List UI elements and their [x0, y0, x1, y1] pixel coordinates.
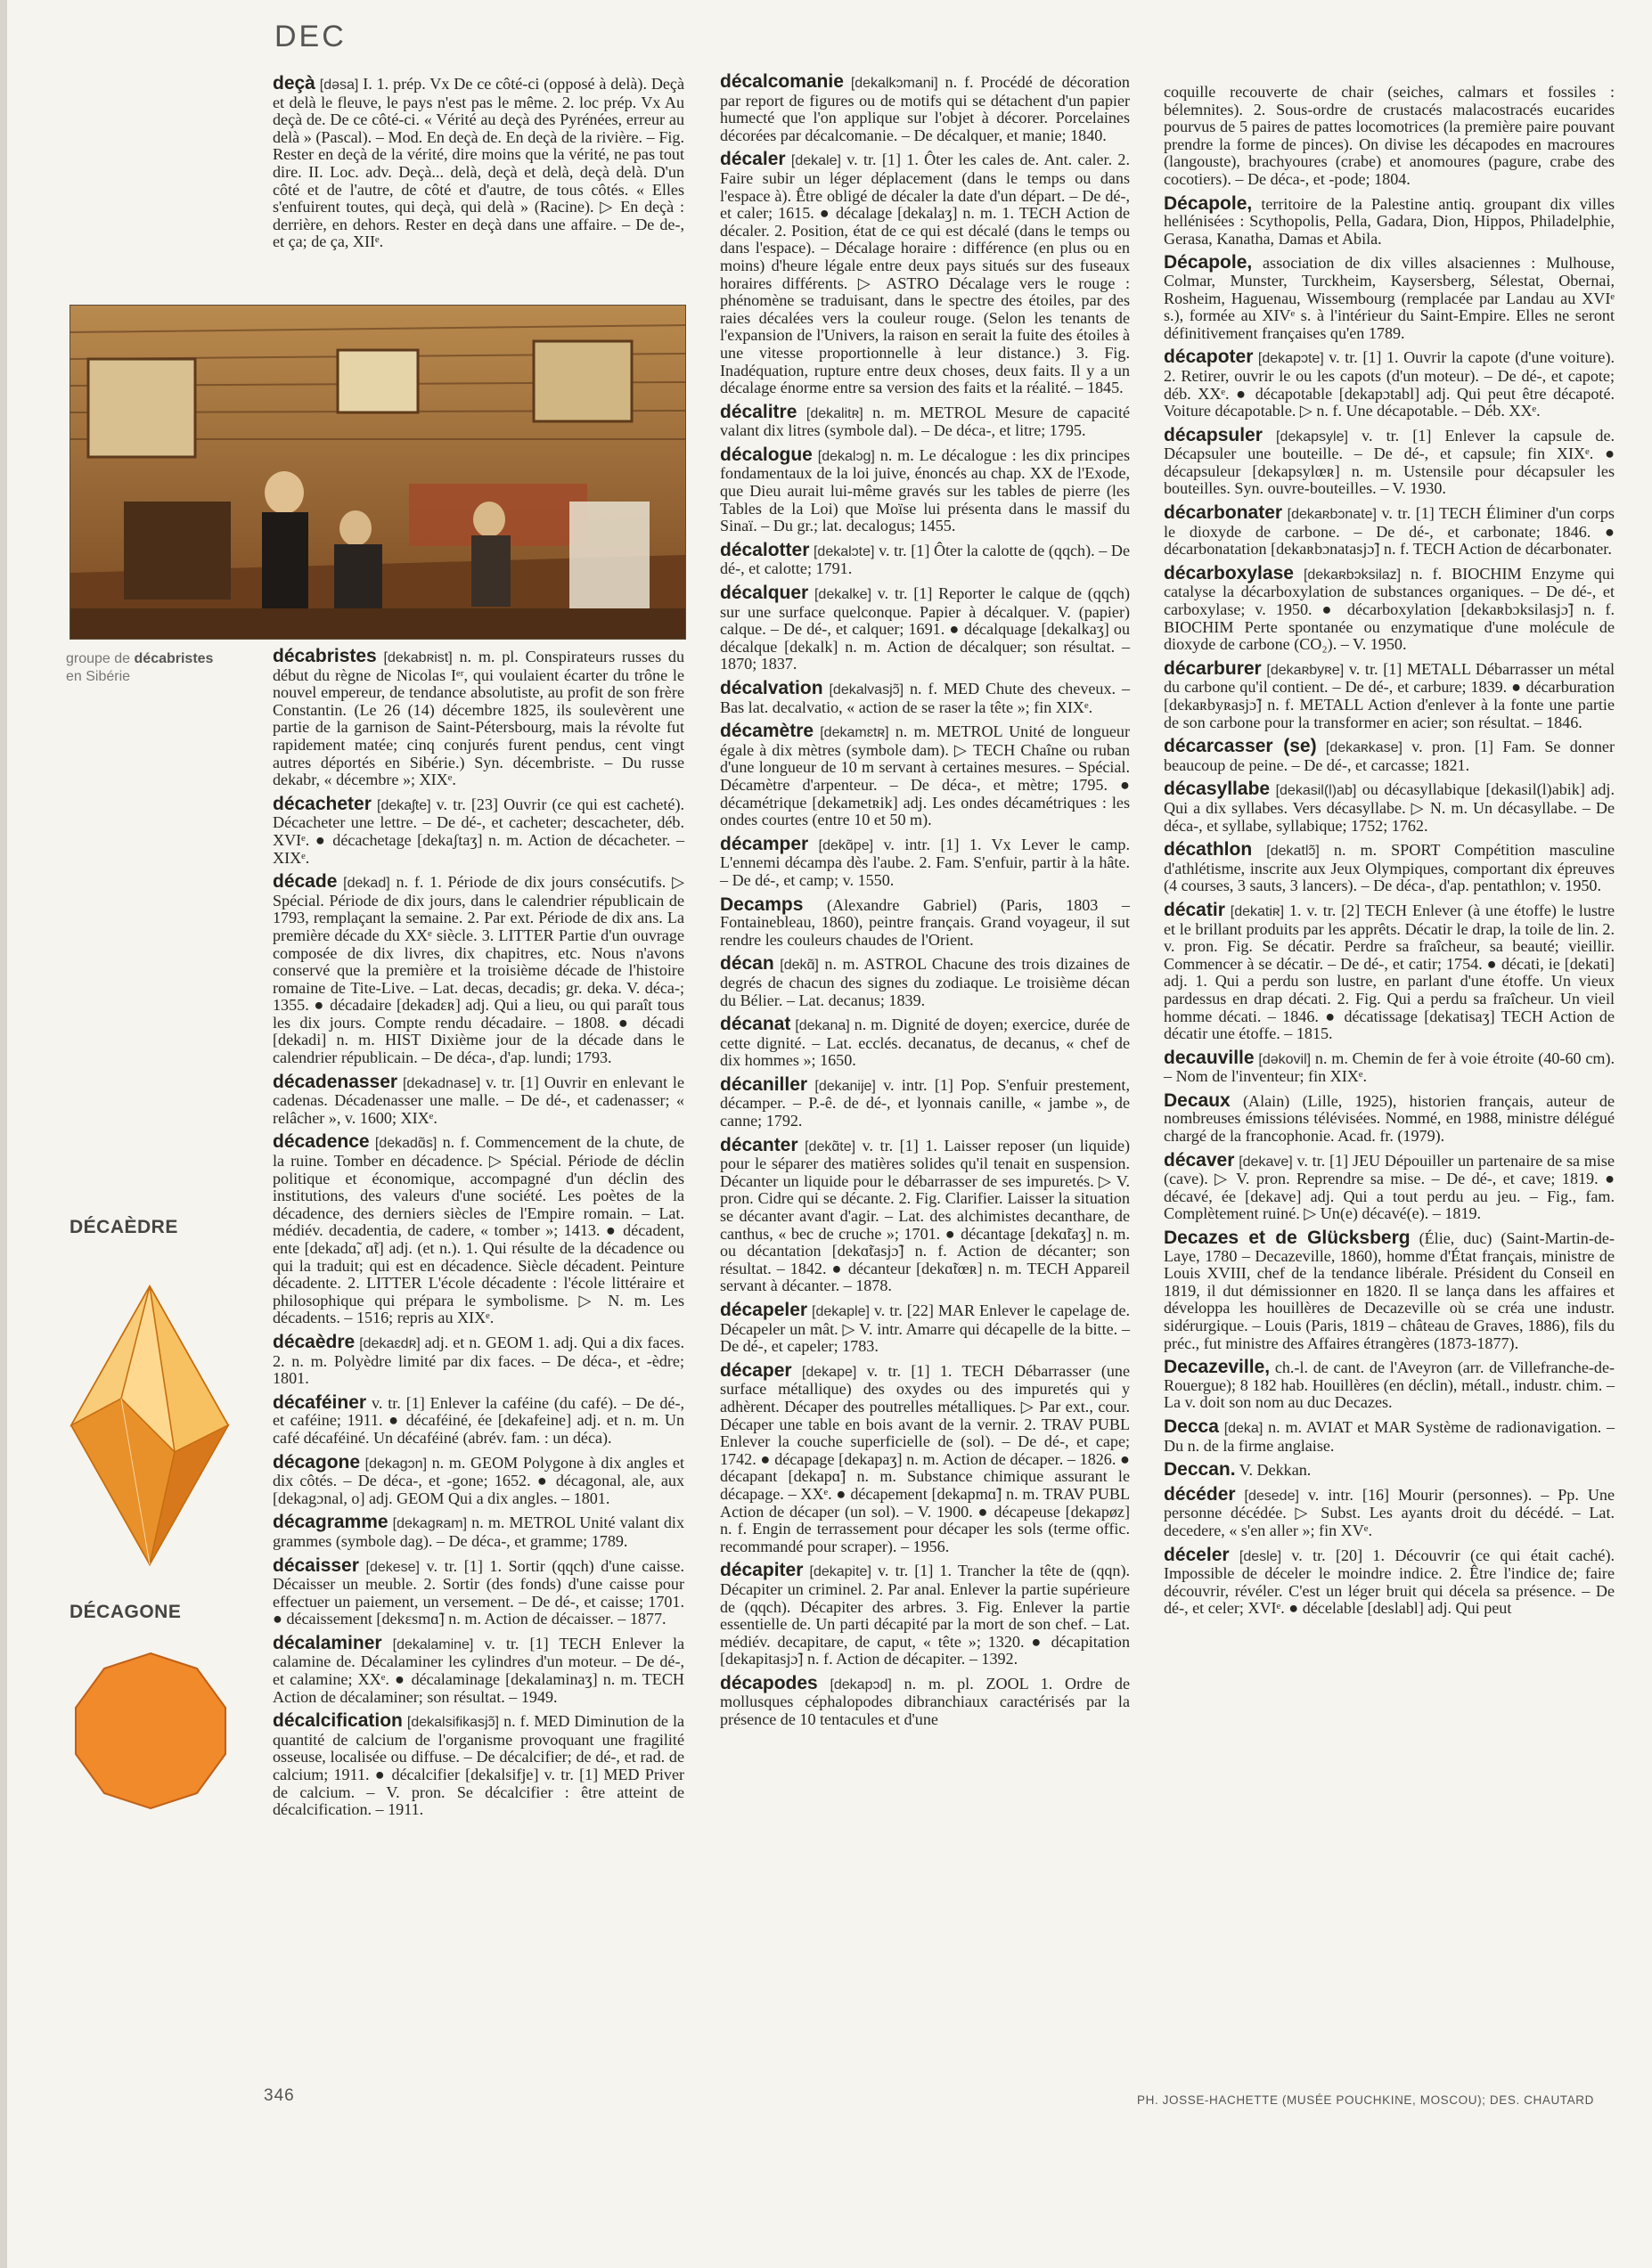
photo-credits: PH. JOSSE-HACHETTE (MUSÉE POUCHKINE, MOSCOU); DES. CHAUTARD: [1137, 2093, 1594, 2107]
entry-definition: ch.-l. de cant. de l'Aveyron (arr. de Villefranche-de-Rouergue); 8 182 hab. Houillères (en déclin), métall., industr. chim. – La v. doit son nom au duc Decazes.: [1164, 1358, 1615, 1412]
entry-pronunciation: [dekadɑ̃s]: [374, 1136, 438, 1152]
dictionary-entry: [1164, 1089, 1615, 1146]
page-edge: [0, 0, 7, 2268]
entry-headword: décaféiner: [273, 1391, 367, 1413]
dictionary-entry: [720, 893, 1130, 950]
entry-pronunciation: [dekapsyle]: [1276, 428, 1348, 445]
entry-pronunciation: [dekɑ̃]: [780, 958, 819, 974]
column-1-top: [273, 75, 684, 257]
entry-pronunciation: [dekagʀam]: [392, 1516, 468, 1532]
entry-definition: v. tr. [1] 1. TECH Débarrasser (une surface métallique) des oxydes ou des impuretés qui y adhèrent. Décaper des poutrelles métalliques. ▷ Par ext., cour. Décaper une table en bois avant de la vernir. 2. TRAV PUBL Enlever la couche superficielle de (sol). – De dé-, et cape; 1742. ● décapage [dekapaʒ] n. m. Action de décaper. – 1826. ● décapant [dekapɑ̃] n. m. Substance chimique assurant le décapage. – XXᵉ. ● décapement [dekapmɑ̃] n. m. TRAV PUBL Action de décaper (un sol). – V. 1900. ● décapeuse [dekapøz] n. f. Engin de terrassement pour décaper les sols (terme offic. recommandé pour scraper). – 1956.: [720, 1361, 1130, 1555]
entry-pronunciation: [dekatlɔ̃]: [1266, 844, 1320, 860]
dictionary-entry: [273, 1133, 684, 1327]
entry-pronunciation: [dekaʀbɔksilaz]: [1303, 567, 1402, 583]
entry-headword: décaèdre: [273, 1331, 356, 1352]
entry-headword: décade: [273, 871, 338, 893]
entry-pronunciation: [dekalke]: [814, 587, 872, 603]
entry-headword: décacheter: [273, 793, 372, 814]
entry-headword: Decazes et de Glücksberg: [1164, 1228, 1411, 1249]
entry-pronunciation: [dekɑ̃pe]: [818, 837, 874, 853]
dictionary-entry: [273, 1331, 684, 1388]
entry-pronunciation: [dekalvasjɔ̃]: [829, 682, 904, 698]
entry-definition: coquille recouverte de chair (seiches, calmars et fossiles : bélemnites). 2. Sous-ordre de crustacés malacostracés eucarides pourvus de 5 paires de pattes locomotrices (la première paire pouvant prendre la forme de pinces). On divise les décapodes en macroures (langouste), brachyoures (crabe) et anomoures (pagure, crabe des cocotiers). – De déca-, et -pode; 1804.: [1164, 83, 1615, 188]
entry-definition: v. tr. [1] Enlever la caféine (du café). – De dé-, et caféine; 1911. ● décaféiné, ée [dekafeine] adj. et n. m. Un café décaféiné. Un décaféiné (abrév. fam. : un déca).: [273, 1393, 684, 1447]
entry-pronunciation: [dekatiʀ]: [1230, 903, 1285, 919]
entry-definition: n. m. Le décalogue : les dix principes fondamentaux de la loi juive, énoncés au chap. XX de l'Exode, que Dieu aurait lui-même gravés sur les tables de pierre (les Tables de la Loi) que Moïse lui présenta dans le massif du Sinaï. – Du gr.; lat. decalogus; 1455.: [720, 445, 1131, 535]
entry-headword: décarboxylase: [1164, 562, 1294, 583]
entry-headword: décapoter: [1164, 347, 1254, 368]
running-header: DEC: [274, 20, 347, 53]
entry-pronunciation: [dekapɔd]: [830, 1677, 892, 1693]
entry-definition: (Alain) (Lille, 1925), historien français, auteur de nombreuses émissions télévisées. Nommé, en 1988, ministre délégué chargé de la francophonie. Acad. fr. (1979).: [1164, 1091, 1615, 1146]
entry-definition: n. f. 1. Période de dix jours consécutifs. ▷ Spécial. Période de dix jours, dans le calendrier républicain de 1793, remplaçant la semaine. 2. Par ext. Période de dix ans. La première décade du XXᵉ siècle. 3. LITTER Partie d'un ouvrage composée de dix livres, dix chapitres, etc. Nous n'avons conservé que la première et la troisième décade de l'histoire romaine de Tite-Live. – Lat. decas, decadis; gr. deka. V. déca-; 1355. ● décadaire [dekadɛʀ] adj. Qui a lieu, ou qui paraît tous les dix jours. Compte rendu décadaire. – 1808. ● décadi [dekadi] n. m. HIST Dixième jour de la décade dans le calendrier républicain. – De déca-, d'ap. lundi; 1793.: [273, 873, 684, 1067]
dictionary-entry: [720, 151, 1130, 396]
entry-definition: n. m. Dignité de doyen; exercice, durée de cette dignité. – Lat. ecclés. decanatus, de decanus, « chef de dix hommes »; 1650.: [720, 1016, 1130, 1070]
decaedre-figure: [68, 1283, 232, 1568]
entry-headword: Decazeville,: [1164, 1357, 1271, 1378]
entry-definition: v. tr. [1] 1. Laisser reposer (un liquide) pour le séparer des matières solides qu'il tenait en suspension. Décanter un liquide pour le débarrasser de ses impuretés. ▷ V. pron. Cidre qui se décante. 2. Fig. Clarifier. Laisser la situation se décanter avant d'agir. – Lat. des alchimistes decanthare, de canthus, « bec de cruche »; 1701. ● décantage [dekɑ̃taʒ] n. m. ou décantation [dekɑ̃tasjɔ̃] n. f. Action de décanter; son résultat. – 1842. ● décanteur [dekɑ̃tœʀ] n. m. TECH Appareil servant à décanter. – 1878.: [720, 1136, 1131, 1295]
dictionary-entry: [273, 648, 684, 789]
decagone-figure-label: DÉCAGONE: [70, 1602, 182, 1622]
dictionary-entry: [1164, 657, 1615, 731]
entry-pronunciation: [dekape]: [801, 1364, 857, 1380]
dictionary-entry: [720, 539, 1130, 578]
entry-definition: n. m. METROL Unité de longueur égale à dix mètres (symbole dam). ▷ TECH Chaîne ou ruban d'une longueur de 10 m servant à certaines mesures. – Spécial. Décamètre d'arpenteur. – De déca-, et mètre; 1795. ● décamétrique [dekametʀik] adj. Les ondes décamétriques : les ondes courtes (entre 10 et 50 m).: [720, 722, 1130, 829]
dictionary-entry: [1164, 780, 1615, 835]
entry-pronunciation: [dekave]: [1239, 1154, 1293, 1170]
entry-definition: n. f. Procédé de décoration par report de figures ou de motifs qui se détachent d'un papier humecté que l'on applique sur l'objet à décorer. Porcelaines décorées par décalcomanie. – De décalquer, et manie; 1840.: [720, 73, 1130, 144]
entry-headword: décathlon: [1164, 839, 1253, 861]
dictionary-entry: [720, 1073, 1130, 1130]
dictionary-entry: [720, 1134, 1131, 1295]
entry-definition: v. tr. [1] Ôter la calotte de (qqch). – De dé-, et calotte; 1791.: [720, 541, 1130, 578]
entry-definition: territoire de la Palestine antiq. groupant dix villes hellénisées : Scythopolis, Pella, Gadara, Dion, Hippos, Philadelphie, Gerasa, Kanatha, Damas et Abila.: [1164, 194, 1615, 248]
dictionary-entry: [1164, 1049, 1615, 1086]
entry-definition: v. tr. [1] TECH Enlever la calamine de. Décalaminer les cylindres d'un moteur. – De dé-, et calamine; XXᵉ. ● décalaminage [dekalaminaʒ] n. m. TECH Action de décalaminer; son résultat. – 1949.: [273, 1634, 684, 1706]
entry-headword: décarbonater: [1164, 502, 1283, 524]
dictionary-entry: [720, 1672, 1130, 1729]
entry-pronunciation: [dəkovil]: [1258, 1051, 1312, 1067]
entry-definition: v. tr. [20] 1. Découvrir (ce qui était caché). Impossible de déceler le moindre indice. 2. Être l'indice de; faire découvrir, révéler. C'est un léger bruit qui décela sa présence. – De dé-, et celer; XVIᵉ. ● décelable [deslabl] adj. Qui peut: [1164, 1546, 1615, 1618]
entry-definition: (Élie, duc) (Saint-Martin-de-Laye, 1780 – Decazeville, 1860), homme d'État français, ministre de Louis XVIII, chef de la tendance libérale. Président du Conseil en 1819, il dut démissionner en 1820. Il se lança dans les affaires et développa les houillères de Decazeville où se créa une industr. sidérurgique. – Louis (Paris, 1819 – château de Graves, 1886), fils du préc., fut ministre des Affaires étrangères (1873-1877).: [1164, 1229, 1615, 1352]
entry-headword: deçà: [273, 73, 315, 94]
dictionary-entry: [273, 1073, 684, 1128]
entry-pronunciation: [dekalɔte]: [813, 543, 875, 559]
dictionary-entry: [1164, 1415, 1615, 1455]
entry-pronunciation: [dekale]: [790, 153, 841, 169]
entry-definition: v. intr. [16] Mourir (personnes). – Pp. Une personne décédée. ▷ Subst. Les ayants droit du décédé. – Lat. decedere, « s'en aller »; fin XVᵉ.: [1164, 1485, 1615, 1539]
dictionary-entry: [1164, 1229, 1615, 1352]
illustration-caption: groupe de décabristes en Sibérie: [66, 651, 214, 684]
entry-definition: v. tr. [1] JEU Dépouiller un partenaire de sa mise (cave). ▷ V. pron. Reprendre sa mise. – De dé-, et cave; 1819. ● décavé, ée [dekave] adj. Qui a tout perdu au jeu. – Fig., fam. Complètement ruiné. ▷ Un(e) décavé(e). – 1819.: [1164, 1151, 1615, 1223]
entry-definition: v. tr. [1] 1. Ouvrir la capote (d'une voiture). 2. Retirer, ouvrir le ou les capots (d'un moteur). – De dé-, et capote; déb. XXᵉ. ● décapotable [dekapɔtabl] adj. Qui peut être décapoté. Voiture décapotable. ▷ n. f. Une décapotable. – Déb. XXᵉ.: [1164, 348, 1615, 420]
decabristes-illustration: [70, 305, 686, 640]
entry-definition: n. m. ASTROL Chacune des trois dizaines de degrés de chacun des signes du zodiaque. Le troisième décan du Bélier. – Lat. decanus; 1839.: [720, 955, 1130, 1009]
dictionary-entry: [273, 1712, 684, 1819]
column-1-bottom: [273, 648, 684, 1825]
entry-headword: décatir: [1164, 899, 1225, 920]
entry-pronunciation: [dekaʀkase]: [1325, 740, 1403, 756]
entry-headword: décamètre: [720, 721, 814, 742]
entry-headword: Decamps: [720, 893, 804, 915]
page-number: 346: [264, 2086, 295, 2105]
entry-definition: n. f. Commencement de la chute, de la ruine. Tomber en décadence. ▷ Spécial. Période de déclin politique et économique, accompagné d'un déclin des institutions, des valeurs d'une société. Les poètes de la décadence, des derniers siècles de l'Empire romain. – Lat. médiév. decadentia, de cadere, « tomber »; 1413. ● décadent, ente [dekadɑ̃, ɑ̃t] adj. (et n.). 1. Qui résulte de la décadence ou qui la traduit; qui est en décadence. Siècle décadent. Peinture décadente. 2. LITTER L'école décadente : l'école littéraire et philosophique qui prépara le symbolisme. ▷ N. m. Les décadents. – 1516; repris au XIXᵉ.: [273, 1133, 685, 1327]
entry-definition: v. tr. [1] Ouvrir en enlevant le cadenas. Décadenasser une malle. – De dé-, et cadenasser; « relâcher », v. 1600; XIXᵉ.: [273, 1073, 684, 1127]
entry-headword: décarburer: [1164, 657, 1262, 679]
entry-definition: n. m. SPORT Compétition masculine d'athlétisme, inscrite aux Jeux Olympiques, comportant dix épreuves (4 courses, 3 sauts, 3 lancers). – De déca-, d'ap. pentathlon; v. 1950.: [1164, 841, 1615, 895]
entry-headword: décanat: [720, 1014, 791, 1035]
entry-pronunciation: [dekalamine]: [392, 1636, 474, 1652]
entry-definition: n. f. MED Diminution de la quantité de calcium de l'organisme provoquant une fragilité osseuse, localisée ou diffuse. – De décalcifier; de dé-, et rad. de calcium; 1911. ● décalcifier [dekalsifje] v. tr. [1] MED Priver de calcium. – V. pron. Se décalcifier : être atteint de décalcification. – 1911.: [273, 1712, 685, 1819]
dictionary-entry: [720, 446, 1130, 535]
entry-definition: n. f. BIOCHIM Enzyme qui catalyse la décarboxylation de substances organiques. – De dé-, et carboxylase; v. 1950. ● décarboxylation [dekaʀbɔksilasjɔ̃] n. f. BIOCHIM Perte spontanée ou enzymatique d'une molécule de dioxyde de carbone (CO₂). – V. 1950.: [1164, 564, 1615, 654]
entry-pronunciation: [dekanije]: [814, 1078, 876, 1094]
column-2: [720, 73, 1130, 1735]
dictionary-entry: [720, 584, 1130, 673]
entry-pronunciation: [dekapite]: [809, 1564, 871, 1580]
entry-pronunciation: [dekalitʀ]: [806, 405, 863, 421]
dictionary-entry: [1164, 348, 1615, 420]
entry-pronunciation: [dekaʃte]: [377, 797, 431, 813]
entry-headword: décarcasser (se): [1164, 736, 1317, 757]
entry-headword: décaniller: [720, 1073, 808, 1095]
entry-pronunciation: [dekɑ̃te]: [805, 1138, 856, 1154]
dictionary-entry: [1164, 192, 1615, 249]
entry-headword: décalitre: [720, 401, 797, 422]
entry-definition: (Alexandre Gabriel) (Paris, 1803 – Fontainebleau, 1860), peintre français. Grand voyageur, il sut rendre les couleurs chaudes de l'Orient.: [720, 895, 1130, 949]
entry-pronunciation: [dekalɔg]: [817, 448, 875, 464]
entry-definition: I. 1. prép. Vx De ce côté-ci (opposé à delà). Deçà et delà le fleuve, le pays n'est pas le même. 2. loc prép. Vx Au deçà de. De ce côté-ci. « Vérité au deçà des Pyrénées, erreur au delà » (Pascal). – Mod. En deçà de. En deçà de la rivière. – Fig. Rester en deçà de la vérité, dire moins que la vérité, ne pas tout dire. II. Loc. adv. Deçà... delà, deçà et delà, deçà delà. D'un côté et de l'autre, de côté et d'autre, de tous côtés. « Elles s'enfuirent toutes, qui deçà, qui delà » (Racine). ▷ En deçà : derrière, en dehors. Rester en deçà dans une affaire. – De de-, et ça; de ça, XIIᵉ.: [273, 75, 684, 251]
entry-pronunciation: [dekaʀbɔnate]: [1287, 507, 1377, 523]
dictionary-entry: [720, 1301, 1130, 1356]
dictionary-entry: [273, 1554, 684, 1628]
entry-headword: décapsuler: [1164, 424, 1263, 445]
entry-pronunciation: [dekad]: [343, 876, 390, 892]
entry-headword: décalotter: [720, 539, 810, 560]
dictionary-entry: [273, 873, 684, 1067]
dictionary-entry: [720, 401, 1131, 440]
column-3: [1164, 84, 1615, 1624]
dictionary-entry: [273, 795, 684, 867]
dictionary-entry: [1164, 254, 1615, 342]
entry-pronunciation: [dekalsifikasjɔ̃]: [406, 1715, 500, 1731]
entry-pronunciation: [dekapɔte]: [1257, 351, 1324, 367]
entry-pronunciation: [desle]: [1239, 1548, 1282, 1564]
dictionary-entry: [720, 722, 1130, 829]
dictionary-entry: [1164, 1149, 1615, 1223]
entry-definition: 1. v. tr. [2] TECH Enlever (à une étoffe) le lustre et le brillant produits par les apprêts. Décatir le drap, la toile de lin. 2. v. pron. Fig. Se décatir. Perdre sa fraîcheur, sa beauté; vieillir. Commencer à se décatir. – De dé-, et catir; 1754. ● décati, ie [dekati] adj. 1. Qui a perdu son lustre, en parlant d'une étoffe. Un vieux pardessus en drap décati. 2. Fig. Qui a perdu sa fraîcheur. Un vieil homme décati. – 1846. ● décatissage [dekatisaʒ] TECH Action de décatir une étoffe. – 1815.: [1164, 901, 1615, 1043]
decagone-figure: [70, 1650, 232, 1812]
entry-pronunciation: [dekaɛdʀ]: [359, 1335, 421, 1351]
entry-headword: Deccan.: [1164, 1459, 1236, 1481]
entry-definition: v. tr. [1] METALL Débarrasser un métal du carbone qu'il contient. – De dé-, et carbure; 1839. ● décarburation [dekaʀbyʀasjɔ̃] n. f. METALL Action d'enlever à la fonte une partie de son carbone pour la transformer en acier; son résultat. – 1846.: [1164, 659, 1615, 731]
dictionary-entry: [273, 75, 684, 251]
entry-definition: v. pron. [1] Fam. Se donner beaucoup de peine. – De dé-, et carcasse; 1821.: [1164, 738, 1615, 774]
entry-pronunciation: [dekaple]: [812, 1304, 870, 1319]
entry-definition: V. Dekkan.: [1239, 1461, 1312, 1480]
entry-pronunciation: [dekalkɔmani]: [850, 76, 938, 91]
dictionary-entry: [1164, 901, 1615, 1043]
entry-headword: décaver: [1164, 1149, 1235, 1171]
dictionary-entry: [720, 73, 1130, 144]
dictionary-entry: [1164, 1461, 1615, 1480]
entry-headword: décalcification: [273, 1710, 403, 1732]
entry-headword: Décapole,: [1164, 192, 1253, 214]
entry-headword: décalquer: [720, 583, 809, 604]
entry-definition: n. m. AVIAT et MAR Système de radionavigation. – Du n. de la firme anglaise.: [1164, 1417, 1615, 1455]
entry-definition: adj. et n. GEOM 1. adj. Qui a dix faces. 2. n. m. Polyèdre limité par dix faces. – De déca-, et -èdre; 1801.: [273, 1333, 684, 1388]
entry-definition: v. tr. [1] Enlever la capsule de. Décapsuler une bouteille. – De dé-, et capsule; fin XIXᵉ. ● décapsuleur [dekapsylœʀ] n. m. Ustensile pour décapsuler les bouteilles. Syn. ouvre-bouteilles. – V. 1930.: [1164, 426, 1615, 498]
dictionary-entry: [1164, 424, 1615, 498]
entry-pronunciation: [dekagɔn]: [364, 1456, 428, 1472]
entry-pronunciation: [desede]: [1244, 1488, 1299, 1504]
entry-pronunciation: [dekabʀist]: [383, 650, 453, 665]
entry-pronunciation: [dəsa]: [319, 78, 359, 93]
entry-headword: décapodes: [720, 1672, 818, 1693]
entry-headword: décaisser: [273, 1554, 359, 1576]
entry-pronunciation: [dekasil(l)ab]: [1275, 783, 1357, 799]
dictionary-entry: [273, 1391, 684, 1448]
entry-headword: Decca: [1164, 1415, 1219, 1437]
entry-pronunciation: [dekese]: [365, 1559, 420, 1575]
entry-definition: n. m. METROL Mesure de capacité valant dix litres (symbole dal). – De déca-, et litre; 1795.: [720, 403, 1131, 440]
entry-headword: décalaminer: [273, 1632, 382, 1653]
entry-definition: v. tr. [23] Ouvrir (ce qui est cacheté). Décacheter une lettre. – De dé-, et cacheter; descacheter, déb. XVIᵉ. ● décachetage [dekaʃtaʒ] n. m. Action de décacheter. – XIXᵉ.: [273, 795, 685, 867]
entry-definition: ou décasyllabique [dekasil(l)abik] adj. Qui a dix syllabes. Vers décasyllabe. ▷ N. m. Un décasyllabe. – De déca-, et syllabe, syllabique; 1752; 1762.: [1164, 780, 1615, 835]
decaedre-figure-label: DÉCAÈDRE: [70, 1217, 178, 1237]
dictionary-entry: [273, 1632, 684, 1706]
dictionary-entry: [1164, 1546, 1615, 1618]
entry-definition: v. tr. [1] 1. Sortir (qqch) d'une caisse. Décaisser un meuble. 2. Sortir (des fonds) d'une caisse pour effectuer un paiement, un versement. – De dé-, et caisse; 1701. ● décaissement [dekɛsmɑ̃] n. m. Action de décaisser. – 1877.: [273, 1556, 684, 1628]
entry-pronunciation: [dekaʀbyʀe]: [1266, 662, 1345, 678]
entry-headword: décamper: [720, 833, 809, 854]
illustration-painting: [70, 306, 685, 639]
dictionary-entry: [720, 833, 1130, 890]
dictionary-entry: [273, 1451, 684, 1508]
dictionary-entry: [720, 1016, 1130, 1070]
entry-definition: n. m. Chemin de fer à voie étroite (40-60 cm). – Nom de l'inventeur; fin XIXᵉ.: [1164, 1048, 1615, 1086]
entry-headword: décalcomanie: [720, 71, 844, 92]
entry-definition: v. intr. [1] 1. Vx Lever le camp. L'ennemi décampa dès l'aube. 2. Fam. S'enfuir, partir à la hâte. – De dé-, et camp; v. 1550.: [720, 835, 1130, 889]
entry-headword: décasyllabe: [1164, 779, 1271, 800]
entry-headword: décanter: [720, 1134, 798, 1155]
entry-pronunciation: [deka]: [1223, 1420, 1264, 1436]
entry-headword: décaper: [720, 1359, 792, 1381]
entry-pronunciation: [dekamɛtʀ]: [820, 725, 889, 741]
entry-headword: décaler: [720, 149, 786, 170]
entry-headword: décadenasser: [273, 1071, 398, 1092]
entry-headword: décan: [720, 953, 774, 975]
dictionary-entry: [720, 680, 1130, 716]
entry-definition: n. f. MED Chute des cheveux. – Bas lat. decalvatio, « action de se raser la tête »; fin XIXᵉ.: [720, 680, 1130, 716]
entry-headword: Décapole,: [1164, 252, 1253, 273]
dictionary-entry: [720, 1562, 1130, 1668]
entry-definition: v. tr. [1] 1. Ôter les cales de. Ant. caler. 2. Faire subir un léger déplacement (dans le temps ou dans l'espace à). Être obligé de décaler la date d'un départ. – De dé-, et caler; 1615. ● décalage [dekalaʒ] n. m. 1. TECH Action de décaler. 2. Position, état de ce qui est décalé (dans le temps ou dans l'espace). – Décalage horaire : différence (en plus ou en moins) d'heure légale entre deux pays situés sur des fuseaux horaires différents. ▷ ASTRO Décalage vers le rouge : phénomène se traduisant, dans le spectre des étoiles, par des raies décalées vers la couleur rouge. (Selon les tenants de l'expansion de l'Univers, la raison en serait la fuite des étoiles à une vitesse proportionnelle à leur distance.) 3. Fig. Inadéquation, rupture entre deux choses, deux faits. Il y a un décalage énorme entre sa version des faits et la réalité. – 1845.: [720, 151, 1130, 397]
dictionary-entry: [720, 955, 1130, 1009]
dictionary-entry: [1164, 1483, 1615, 1540]
entry-headword: décagone: [273, 1451, 361, 1473]
entry-headword: décadence: [273, 1131, 370, 1153]
dictionary-entry: [1164, 738, 1615, 774]
dictionary-entry: [1164, 1358, 1615, 1412]
entry-definition: association de dix villes alsaciennes : Mulhouse, Colmar, Munster, Turckheim, Kaysersberg, Sélestat, Obernai, Rosheim, Haguenau, Wissembourg (remplacée par Landau au XVIᵉ s.), formée au XIVᵉ s. à l'intérieur du Saint-Empire. Elles ne seront définitivement françaises qu'en 1789.: [1164, 254, 1615, 342]
entry-definition: v. tr. [1] Reporter le calque de (qqch) sur une surface quelconque. Papier à décalquer. V. (papier) calque. – De dé-, et calquer; 1691. ● décalquage [dekalkaʒ] ou décalque [dekalk] n. m. Action de décalquer; son résultat. – 1870; 1837.: [720, 584, 1131, 673]
dictionary-entry: [1164, 84, 1615, 189]
entry-definition: n. m. GEOM Polygone à dix angles et dix côtés. – De déca-, et -gone; 1652. ● décagonal, ale, aux [dekagɔnal, o] adj. GEOM Qui a dix angles. – 1801.: [273, 1453, 684, 1507]
entry-definition: v. tr. [1] 1. Trancher la tête de (qqn). Décapiter un criminel. 2. Par anal. Enlever la partie supérieure de (qqch). Décapiter des arbres. 3. Fig. Enlever la partie essentielle de. Un parti décapité par la mort de son chef. – Lat. médiév. decapitare, de caput, « tête »; 1320. ● décapitation [dekapitasjɔ̃] n. f. Action de décapiter. – 1392.: [720, 1562, 1131, 1668]
entry-definition: n. m. pl. ZOOL 1. Ordre de mollusques céphalopodes dibranchiaux caractérisés par la présence de 10 tentacules et d'une: [720, 1674, 1130, 1729]
entry-pronunciation: [dekadnase]: [402, 1075, 481, 1091]
entry-definition: v. tr. [1] TECH Éliminer d'un corps le dioxyde de carbone. – De dé-, et carbonate; 1846. ● décarbonatation [dekaʀbɔnatasjɔ̃] n. f. TECH Action de décarbonater.: [1164, 504, 1615, 559]
entry-definition: n. m. METROL Unité valant dix grammes (symbole dag). – De déca-, et gramme; 1789.: [273, 1513, 684, 1550]
entry-headword: décabristes: [273, 646, 377, 666]
entry-headword: décéder: [1164, 1483, 1236, 1505]
entry-headword: décalvation: [720, 678, 823, 698]
entry-headword: decauville: [1164, 1047, 1255, 1068]
entry-headword: décapeler: [720, 1300, 808, 1320]
entry-headword: décalogue: [720, 444, 813, 465]
entry-headword: décapiter: [720, 1560, 804, 1581]
entry-headword: déceler: [1164, 1544, 1230, 1565]
dictionary-entry: [1164, 562, 1615, 654]
dictionary-entry: [273, 1513, 684, 1550]
entry-pronunciation: [dekana]: [795, 1018, 850, 1034]
entry-definition: v. intr. [1] Pop. S'enfuir prestement, décamper. – P.-ê. de dé-, et lyonnais canille, « jambe », de canne; 1792.: [720, 1075, 1130, 1130]
entry-definition: v. tr. [22] MAR Enlever le capelage de. Décapeler un mât. ▷ V. intr. Amarre qui décapelle de la bitte. – De dé-, et capeler; 1783.: [720, 1301, 1131, 1356]
entry-definition: n. m. pl. Conspirateurs russes du début du règne de Nicolas Iᵉʳ, qui voulaient écarter du trône le nouvel empereur, de tendance absolutiste, au profit de son frère Constantin. (Le 26 (14) décembre 1825, ils soulevèrent une partie de la garnison de Saint-Pétersbourg, mais la révolte fut rapidement matée; cinq conjurés furent pendus, cent vingt autres déportés en Sibérie.) Syn. décembriste. – Du russe dekabr, « décembre »; XIXᵉ.: [273, 648, 684, 789]
dictionary-entry: [1164, 841, 1615, 895]
entry-headword: Decaux: [1164, 1089, 1231, 1111]
dictionary-entry: [1164, 504, 1615, 559]
caption-bold: décabristes: [134, 651, 214, 666]
dictionary-entry: [720, 1359, 1130, 1556]
entry-headword: décagramme: [273, 1512, 388, 1533]
